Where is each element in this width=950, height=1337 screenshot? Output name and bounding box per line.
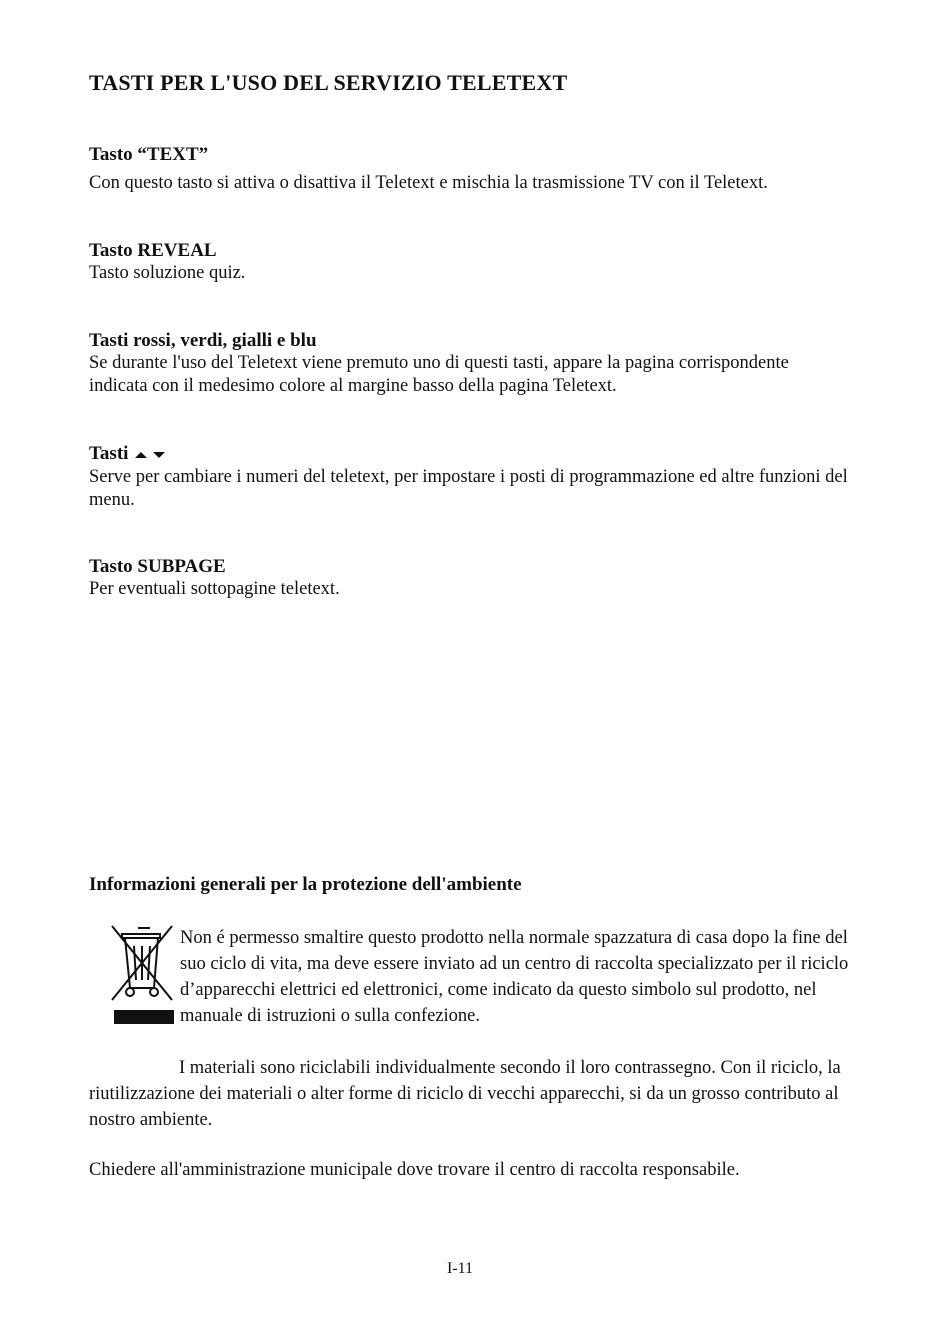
environment-paragraph: Chiedere all'amministrazione municipale dove trovare il centro di raccolta responsabile. <box>89 1160 740 1180</box>
section-title: Tasto SUBPAGE <box>89 556 226 577</box>
section-subpage-key <box>89 555 849 601</box>
section-arrow-keys <box>89 442 849 512</box>
arrow-down-icon <box>153 452 165 458</box>
section-text: Tasto soluzione quiz. <box>89 263 246 283</box>
section-title-row <box>89 442 849 466</box>
section-color-keys <box>89 329 849 398</box>
environment-paragraph <box>89 1055 849 1133</box>
page-number: I-11 <box>446 1260 474 1277</box>
arrow-up-icon <box>135 452 147 458</box>
section-text: Serve per cambiare i numeri del teletext, per impostare i posti di programmazione ed altre funzioni del menu. <box>89 467 848 511</box>
section-title: Tasto REVEAL <box>89 240 217 261</box>
environment-intro: Non é permesso smaltire questo prodotto nella normale spazzatura di casa dopo la fine del suo ciclo di vita, ma deve essere inviato ad un centro di raccolta specializzato per il riciclo d’apparecchi elettrici ed elettronici, come indicato da questo simbolo sul prodotto, nel manuale di istruzioni o sulla confezione. <box>180 928 849 1026</box>
page-title: TASTI PER L'USO DEL SERVIZIO TELETEXT <box>89 70 568 95</box>
section-text: Con questo tasto si attiva o disattiva il Teletext e mischia la trasmissione TV con il Teletext. <box>89 173 768 193</box>
section-text: Per eventuali sottopagine teletext. <box>89 579 340 599</box>
section-title: Tasti <box>89 443 129 464</box>
section-text: Se durante l'uso del Teletext viene premuto uno di questi tasti, appare la pagina corrispondente indicata con il medesimo colore al margine basso della pagina Teletext. <box>89 353 789 396</box>
arrow-keys-icons <box>134 443 168 466</box>
section-title: Tasto “TEXT” <box>89 144 209 165</box>
environment-paragraph-text: I materiali sono riciclabili individualmente secondo il loro contrassegno. Con il riciclo, la riutilizzazione dei materiali o alter forme di riciclo di vecchi apparecchi, si da un grosso contributo al nostro ambiente. <box>89 1058 841 1130</box>
section-title: Tasti rossi, verdi, gialli e blu <box>89 330 317 351</box>
environment-title: Informazioni generali per la protezione dell'ambiente <box>89 874 522 895</box>
section-text-key <box>89 143 849 195</box>
section-reveal-key <box>89 239 849 285</box>
crossed-out-wheelie-bin-icon <box>108 922 178 1028</box>
